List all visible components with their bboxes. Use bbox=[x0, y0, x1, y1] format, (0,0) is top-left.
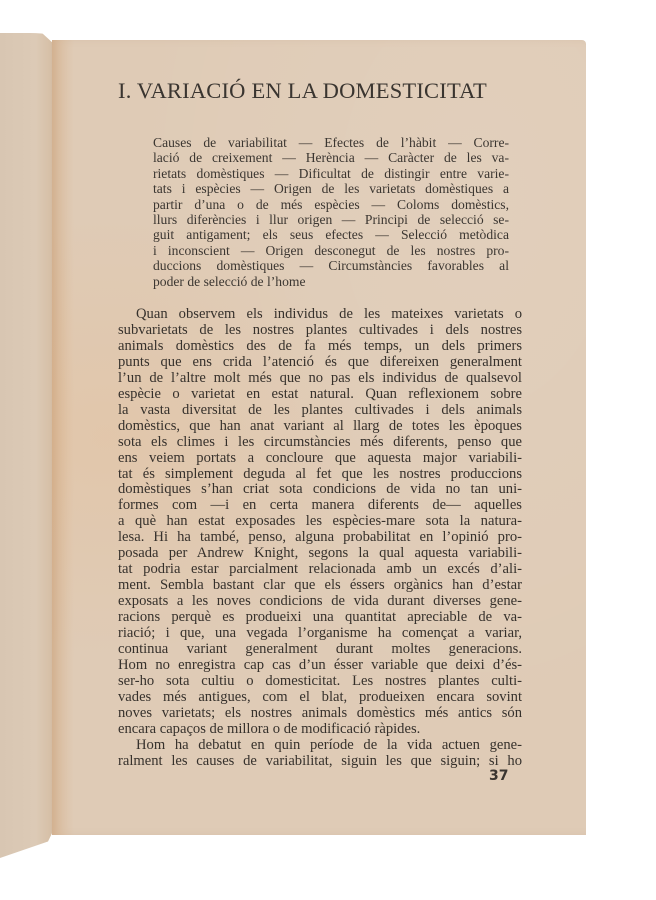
body-line: Hom no enregistra cap cas d’un ésser variable que deixi d’és- bbox=[118, 656, 522, 673]
summary-line: llurs diferències i llur origen — Principi de selecció se- bbox=[153, 212, 509, 228]
body-line: a què han estat exposades les espècies-mare sota la natura- bbox=[118, 513, 522, 530]
body-line: noves varietats; els nostres animals domèstics més antics són bbox=[118, 704, 522, 721]
summary-line: i inconscient — Origen desconegut de les nostres pro- bbox=[153, 242, 509, 258]
body-line: ens veiem portats a concloure que aquesta major variabili- bbox=[118, 449, 522, 466]
body-line: ser-ho sota cultiu o domesticitat. Les nostres plantes culti- bbox=[118, 672, 522, 689]
body-line: racions perquè es produeixi una quantitat apreciable de va- bbox=[118, 609, 522, 626]
summary-line: partir d’una o de més espècies — Coloms domèstics, bbox=[153, 196, 509, 212]
body-line: animals domèstics des de fa més temps, un dels primers bbox=[118, 337, 522, 354]
body-line: ment. Sembla bastant clar que els éssers orgànics han d’estar bbox=[118, 577, 522, 594]
chapter-summary bbox=[153, 135, 509, 289]
body-line: sota els climes i les circumstàncies més diferents, penso que bbox=[118, 433, 522, 450]
body-line: Quan observem els individus de les mateixes varietats o bbox=[136, 306, 522, 322]
body-line: domèstiques s’han criat sota condicions de vida no tan uni- bbox=[118, 481, 522, 498]
body-line: exposats a les noves condicions de vida durant diverses gene- bbox=[118, 593, 522, 610]
body-line: espècie o varietat en estat natural. Quan reflexionem sobre bbox=[118, 385, 522, 402]
summary-line: poder de selecció de l’home bbox=[153, 273, 306, 289]
body-line: encara capaços de millora o de modificació ràpides. bbox=[118, 720, 421, 737]
body-line: lesa. Hi ha també, penso, alguna probabilitat en l’opinió pro- bbox=[118, 529, 522, 546]
summary-line: rietats domèstiques — Dificultat de distingir entre varie- bbox=[153, 165, 509, 181]
page-number: 37 bbox=[489, 768, 509, 784]
summary-line: lació de creixement — Herència — Caràcter de les va- bbox=[153, 150, 509, 166]
summary-line: duccions domèstiques — Circumstàncies favorables al bbox=[153, 258, 509, 274]
body-line: punts que ens crida l’atenció és que difereixen generalment bbox=[118, 353, 522, 370]
body-line: riació; i que, una vegada l’organisme ha començat a variar, bbox=[118, 625, 522, 642]
body-line: ralment les causes de variabilitat, siguin les que siguin; si ho bbox=[118, 752, 522, 769]
gutter-shadow bbox=[52, 40, 74, 835]
body-line: subvarietats de les nostres plantes cultivades i dels nostres bbox=[118, 321, 522, 338]
body-line: posada per Andrew Knight, segons la qual aquesta variabili- bbox=[118, 545, 522, 562]
chapter-title: I. VARIACIÓ EN LA DOMESTICITAT bbox=[118, 78, 487, 103]
body-line: Hom ha debatut en quin període de la vida actuen gene- bbox=[136, 736, 522, 753]
body-line: tat podria estar parcialment relacionada amb un excés d’ali- bbox=[118, 561, 522, 578]
body-text bbox=[118, 307, 522, 770]
body-line: la vasta diversitat de les plantes cultivades i dels animals bbox=[118, 401, 522, 418]
book-page bbox=[52, 40, 586, 835]
summary-line: guit antigament; els seus efectes — Selecció metòdica bbox=[153, 227, 509, 243]
body-line: tat és simplement deguda al fet que les nostres produccions bbox=[118, 465, 522, 482]
summary-line: Causes de variabilitat — Efectes de l’hàbit — Corre- bbox=[153, 135, 509, 150]
previous-page-edge bbox=[0, 33, 60, 858]
body-line: formes com —i en certa manera diferents de— aquelles bbox=[118, 497, 522, 514]
summary-line: tats i espècies — Origen de les varietats domèstiques a bbox=[153, 181, 509, 197]
body-line: continua variant generalment durant moltes generacions. bbox=[118, 641, 522, 658]
body-line: l’un de l’altre molt més que no pas els individus de qualsevol bbox=[118, 369, 522, 386]
body-line: domèstics, que han anat variant al llarg de totes les èpoques bbox=[118, 417, 522, 434]
body-line: vades més antigues, com el blat, produeixen encara sovint bbox=[118, 688, 522, 705]
